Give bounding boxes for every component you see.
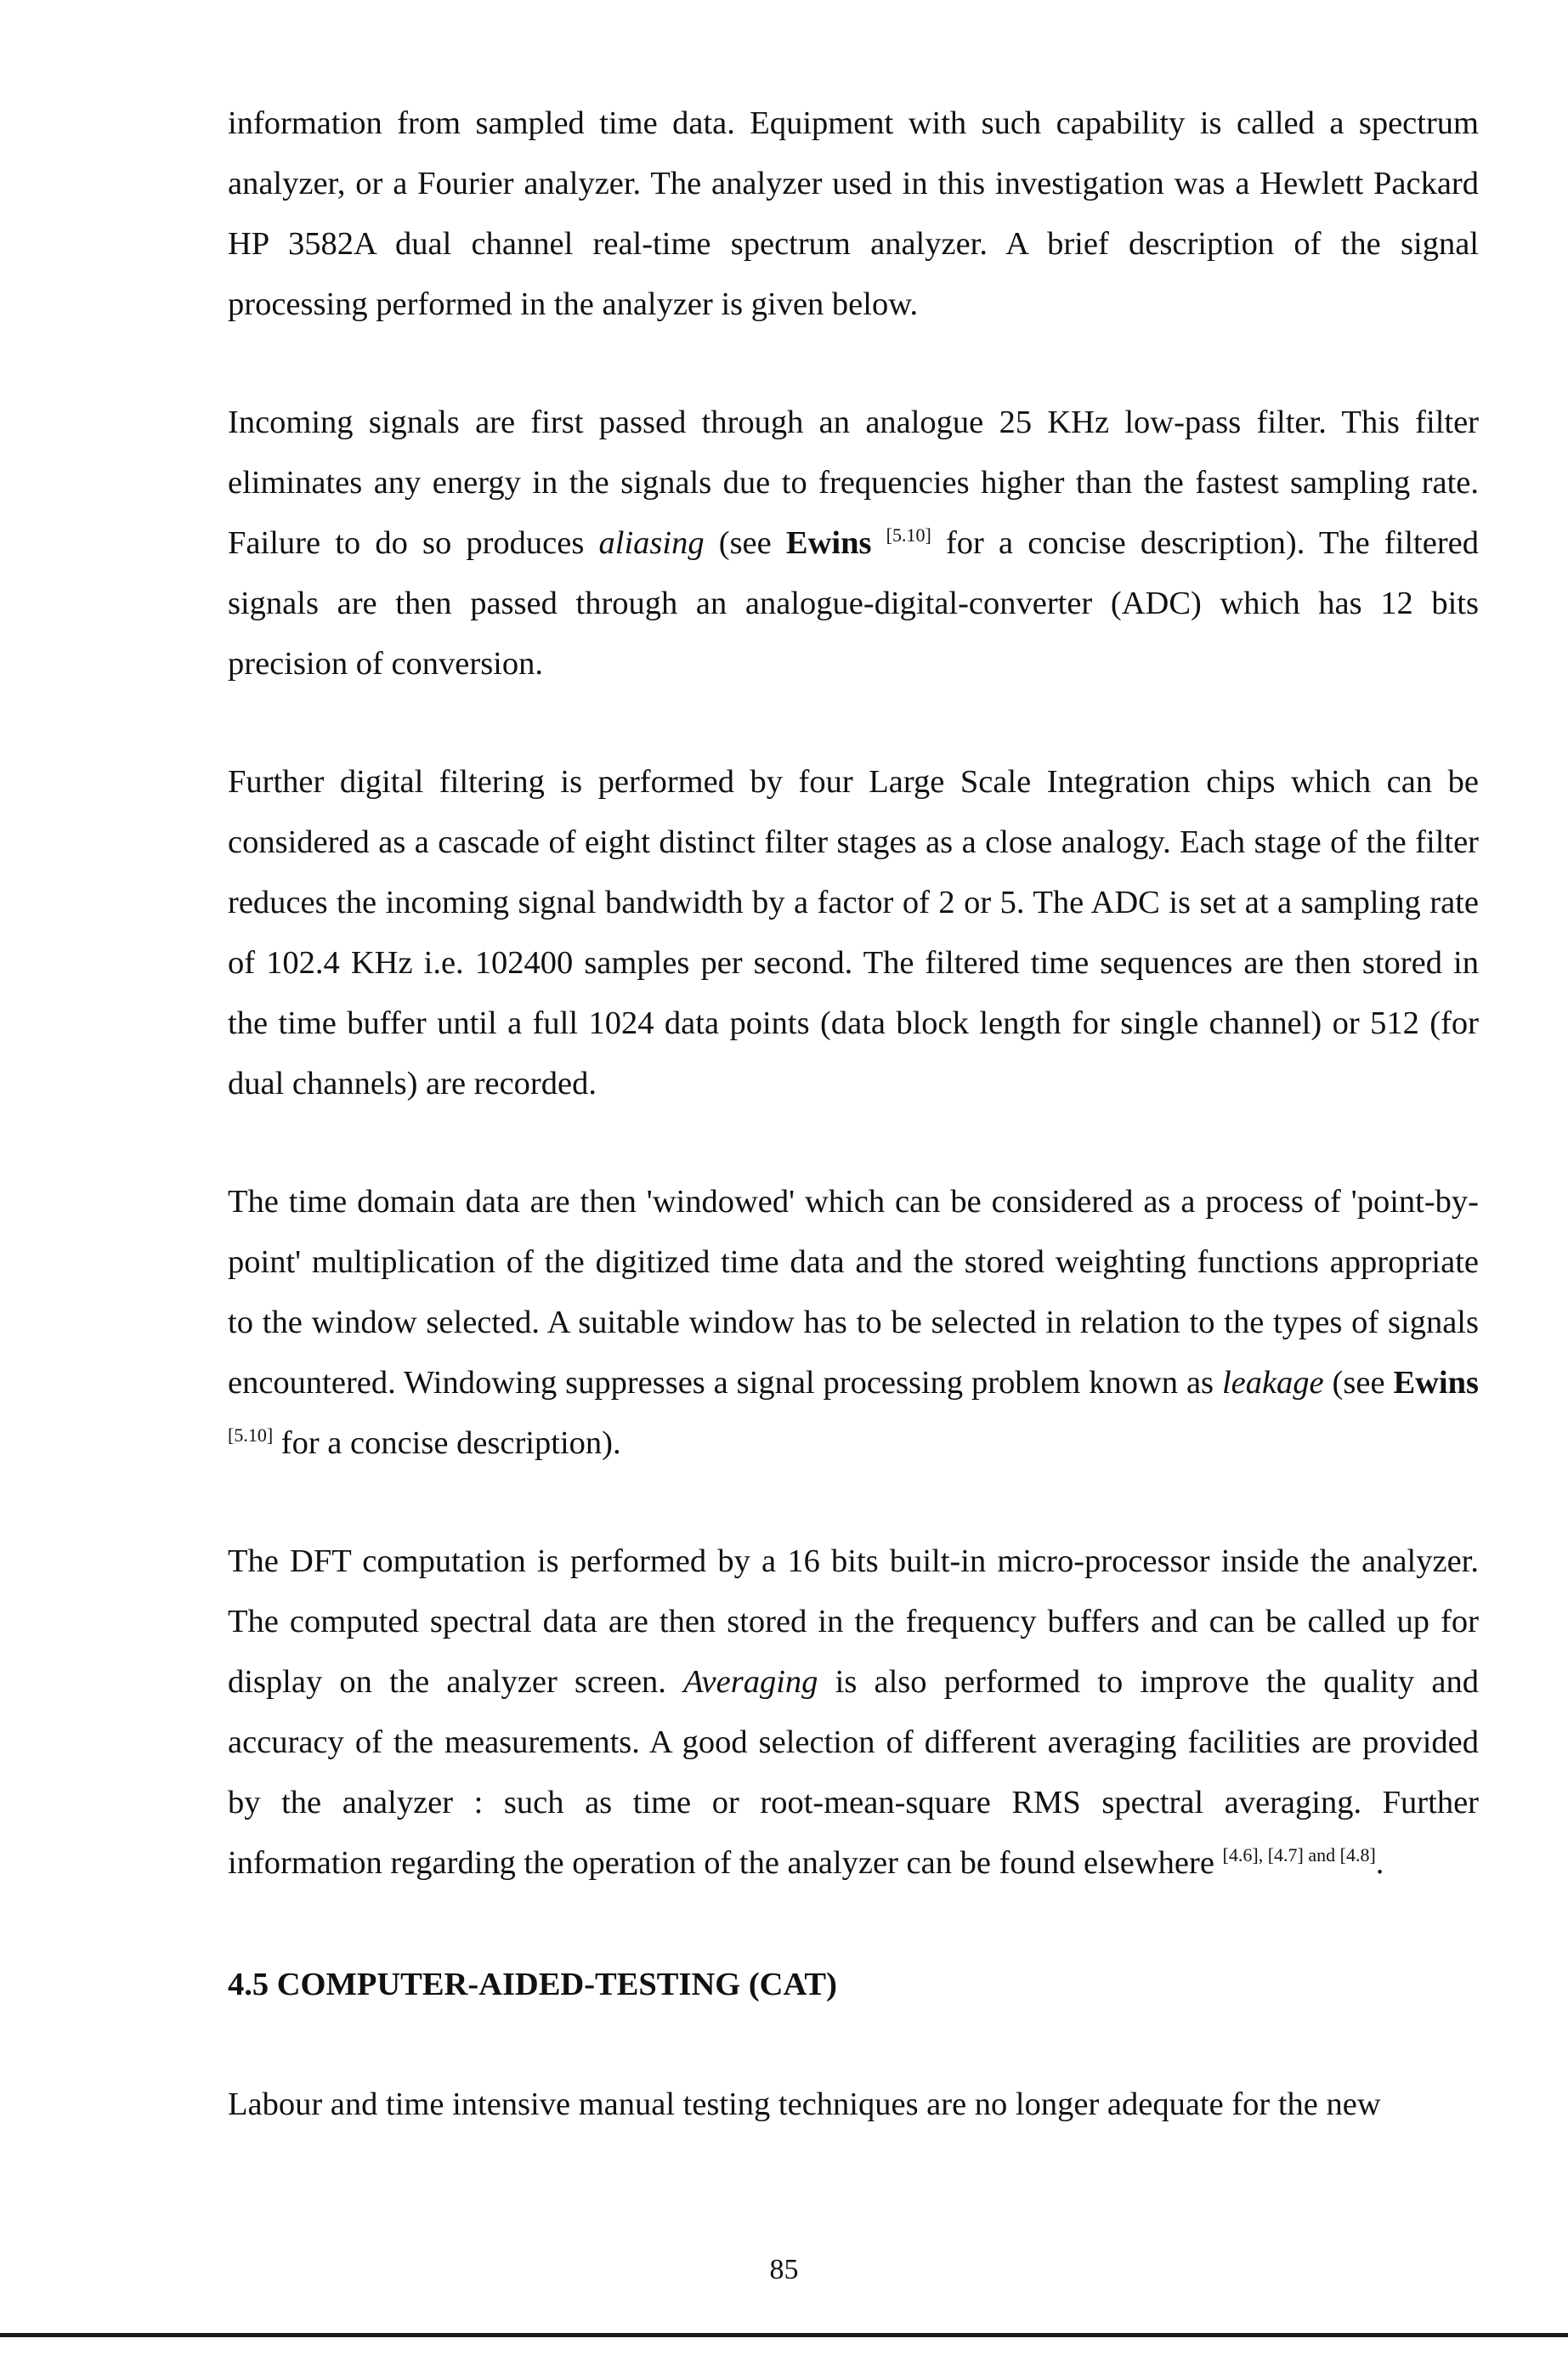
author-ewins: Ewins bbox=[785, 525, 872, 561]
text-run: for a concise description). bbox=[273, 1425, 621, 1461]
text-run: The time domain data are then 'windowed' which can be considered as a process of 'point-by-point' multiplication of the digitized time data and the stored weighting functions appropriate to the window selected. A suitable window has to be selected in relation to the types of signals encountered. Windowing suppresses a signal processing problem known as bbox=[228, 1184, 1479, 1401]
page-body bbox=[228, 93, 1479, 2135]
paragraph-windowing bbox=[228, 1172, 1479, 1474]
citation-ref: [5.10] bbox=[886, 524, 931, 546]
term-leakage: leakage bbox=[1221, 1365, 1324, 1401]
term-averaging: Averaging bbox=[683, 1664, 818, 1700]
text-run: (see bbox=[704, 525, 786, 561]
paragraph-analyzer-intro bbox=[228, 93, 1479, 335]
text-run: . bbox=[1375, 1845, 1384, 1881]
paragraph-digital-filtering bbox=[228, 752, 1479, 1114]
term-aliasing: aliasing bbox=[598, 525, 705, 561]
text-run: information from sampled time data. Equipment with such capability is called a spectrum analyzer, or a Fourier analyzer. The analyzer used in this investigation was a Hewlett Packard HP 3582A dual channel real-time spectrum analyzer. A brief description of the signal processing performed in the analyzer is given below. bbox=[228, 105, 1479, 322]
text-run: is also performed to improve the quality and accuracy of the measurements. A good selection of different averaging facilities are provided by the analyzer : such as time or root-mean-square RMS spectral averaging. Further information regarding the operation of the analyzer can be found elsewhere bbox=[228, 1664, 1479, 1881]
paragraph-dft-computation bbox=[228, 1532, 1479, 1894]
citation-ref: [5.10] bbox=[228, 1424, 274, 1447]
citation-ref: [4.6], [4.7] and [4.8] bbox=[1222, 1844, 1376, 1866]
text-run: The DFT computation is performed by a 16 bits built-in micro-processor inside the analyzer. The computed spectral data are then stored in the frequency buffers and can be called up for display on the analyzer screen. bbox=[228, 1543, 1479, 1700]
text-run: Incoming signals are first passed through an analogue 25 KHz low-pass filter. This filter eliminates any energy in the signals due to frequencies higher than the fastest sampling rate. Failure to do so produces bbox=[228, 405, 1479, 561]
text-run: for a concise description). The filtered signals are then passed through an analogue-digital-converter (ADC) which has 12 bits precision of conversion. bbox=[228, 525, 1480, 682]
text-run: Labour and time intensive manual testing techniques are no longer adequate for the new bbox=[228, 2086, 1381, 2122]
paragraph-lowpass-filter bbox=[228, 393, 1479, 694]
text-run: (see bbox=[1323, 1365, 1394, 1401]
footer-rule bbox=[0, 2333, 1568, 2337]
author-ewins: Ewins bbox=[1393, 1365, 1480, 1401]
page-number: 85 bbox=[769, 2254, 799, 2285]
section-heading: 4.5 COMPUTER-AIDED-TESTING (CAT) bbox=[228, 1967, 837, 2002]
text-run: Further digital filtering is performed by four Large Scale Integration chips which can be considered as a cascade of eight distinct filter stages as a close analogy. Each stage of the filter reduces the incoming signal bandwidth by a factor of 2 or 5. The ADC is set at a sampling rate of 102.4 KHz i.e. 102400 samples per second. The filtered time sequences are then stored in the time buffer until a full 1024 data points (data block length for single channel) or 512 (for dual channels) are recorded. bbox=[228, 764, 1479, 1101]
paragraph-cat-intro bbox=[228, 2075, 1479, 2135]
